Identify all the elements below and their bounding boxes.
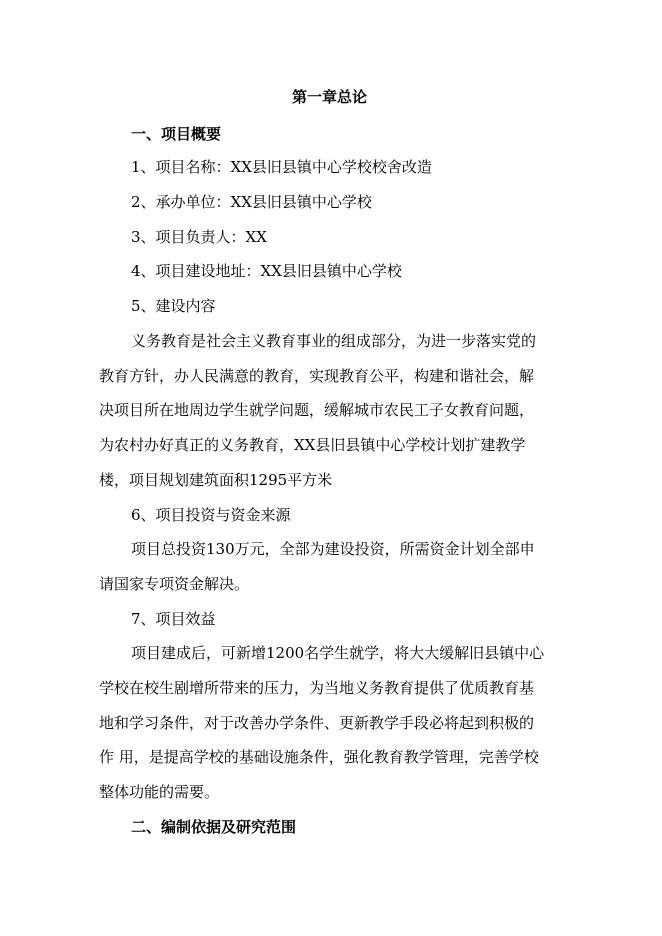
item-2: 2、承办单位：XX县旧县镇中心学校 (131, 193, 372, 211)
item-3: 3、项目负责人：XX (131, 228, 267, 246)
chapter-title: 第一章总论 (292, 88, 368, 106)
section2-heading: 二、编制依据及研究范围 (131, 818, 297, 836)
benefit-paragraph-line: 作 用，是提高学校的基础设施条件，强化教育教学管理，完善学校 (99, 748, 539, 766)
benefit-paragraph-line: 项目建成后，可新增1200名学生就学，将大大缓解旧县镇中心 (131, 644, 545, 662)
investment-paragraph-line: 项目总投资130万元，全部为建设投资，所需资金计划全部申 (131, 540, 535, 558)
benefit-paragraph-line: 整体功能的需要。 (99, 783, 220, 801)
item-4: 4、项目建设地址：XX县旧县镇中心学校 (131, 262, 402, 280)
investment-paragraph-line: 请国家专项资金解决。 (99, 575, 250, 593)
section1-heading: 一、项目概要 (131, 125, 222, 143)
content-paragraph-line: 为农村办好真正的义务教育，XX县旧县镇中心学校计划扩建教学 (99, 436, 526, 454)
item-5: 5、建设内容 (131, 297, 216, 315)
benefit-paragraph-line: 学校在校生剧增所带来的压力，为当地义务教育提供了优质教育基 (99, 679, 535, 697)
item-7: 7、项目效益 (131, 610, 216, 628)
content-paragraph-line: 决项目所在地周边学生就学问题，缓解城市农民工子女教育问题， (99, 401, 535, 419)
content-paragraph-line: 义务教育是社会主义教育事业的组成部分，为进一步落实党的 (131, 332, 537, 350)
item-1: 1、项目名称：XX县旧县镇中心学校校舍改造 (131, 158, 432, 176)
benefit-paragraph-line: 地和学习条件，对于改善办学条件、更新教学手段必将起到积极的 (99, 714, 535, 732)
content-paragraph-line: 楼，项目规划建筑面积1295平方米 (99, 471, 333, 489)
item-6: 6、项目投资与资金来源 (131, 506, 291, 524)
content-paragraph-line: 教育方针，办人民满意的教育，实现教育公平，构建和谐社会，解 (99, 367, 535, 385)
